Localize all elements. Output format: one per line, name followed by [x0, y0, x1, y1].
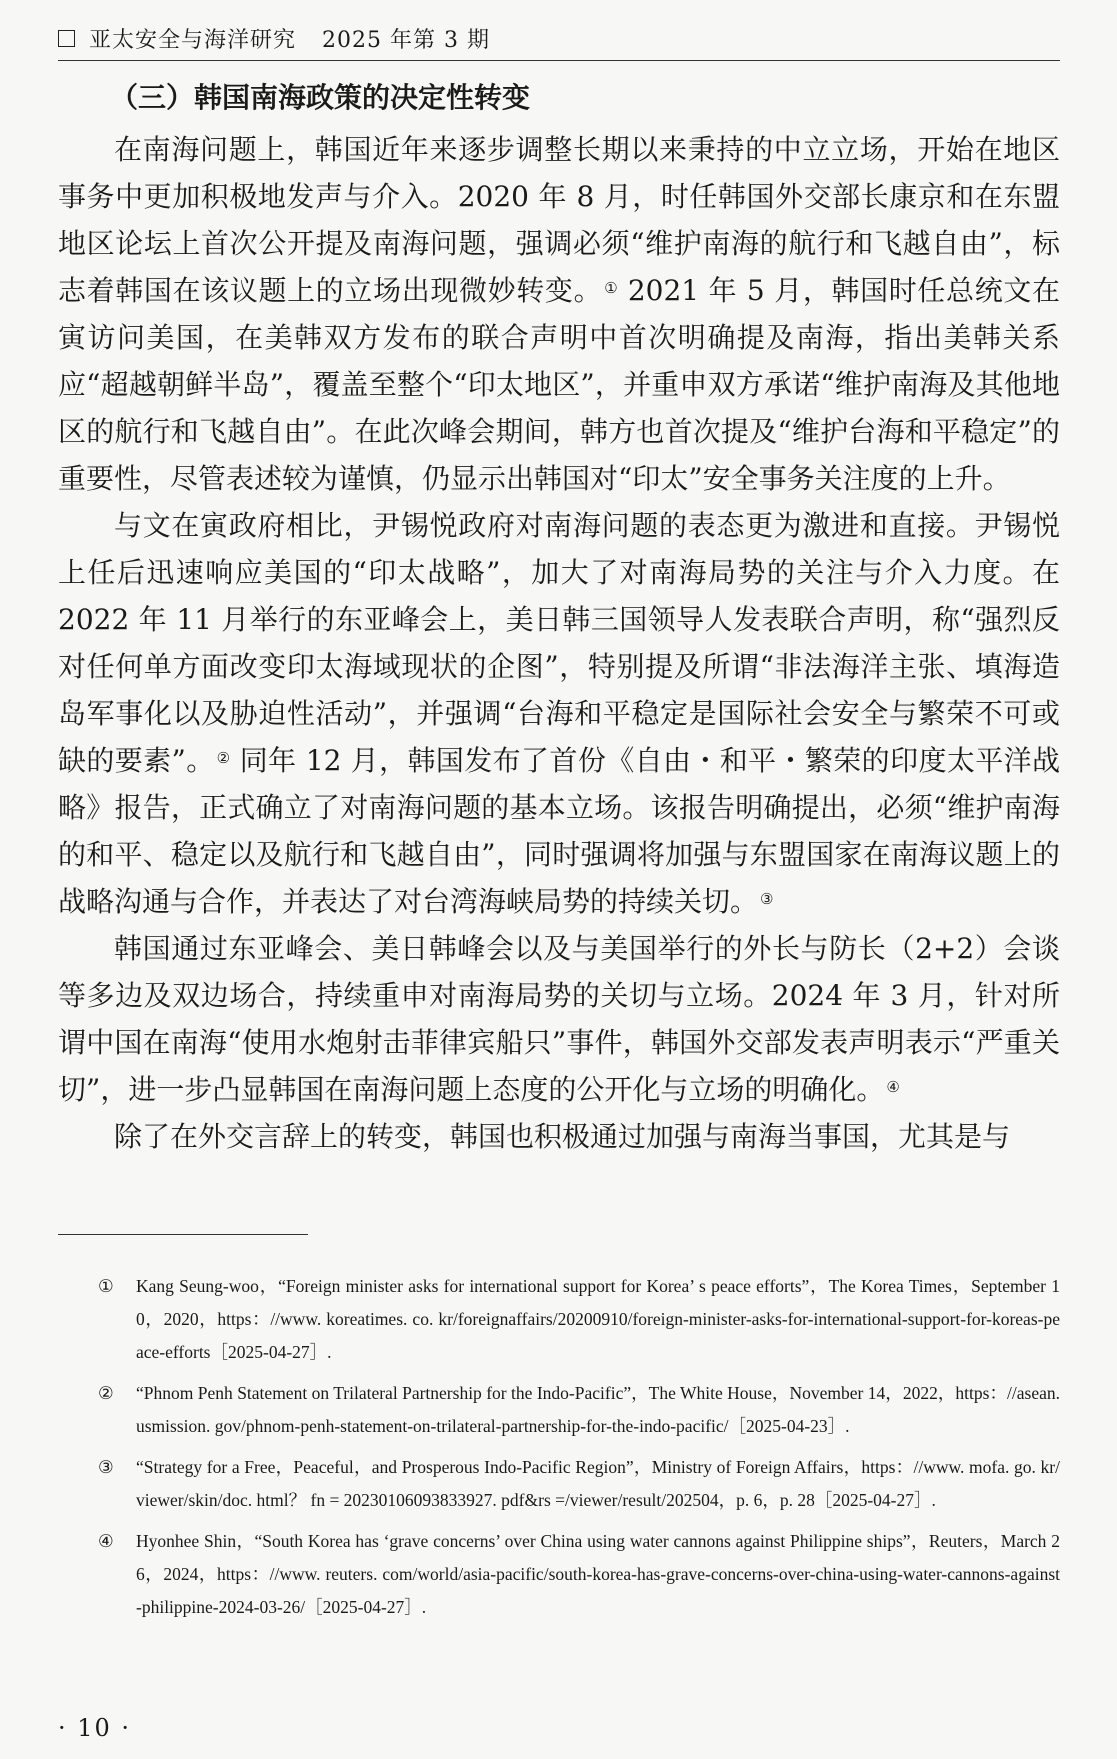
paragraph-text: 同年 12 月，韩国发布了首份《自由・和平・繁荣的印度太平洋战略》报告，正式确立了对南海问题的基本立场。该报告明确提出，必须“维护南海的和平、稳定以及航行和飞越自由”，同时强调将加强与东盟国家在南海议题上的战略沟通与合作，并表达了对台湾海峡局势的持续关切。 — [58, 744, 1060, 918]
footnote-mark: ② — [98, 1383, 114, 1403]
square-icon — [58, 30, 75, 47]
footnote-mark: ③ — [98, 1457, 114, 1477]
footnote-3 — [58, 1451, 1060, 1517]
footnote-2 — [58, 1377, 1060, 1443]
journal-title: 亚太安全与海洋研究 — [89, 27, 297, 53]
footnote-1 — [58, 1270, 1060, 1369]
paragraph-text: 与文在寅政府相比，尹锡悦政府对南海问题的表态更为激进和直接。尹锡悦上任后迅速响应美国的“印太战略”，加大了对南海局势的关注与介入力度。在 2022 年 11 月举行的东亚峰会上，美日韩三国领导人发表联合声明，称“强烈反对任何单方面改变印太海域现状的企图”，特别提及所谓“非法海洋主张、填海造岛军事化以及胁迫性活动”，并强调“台海和平稳定是国际社会安全与繁荣不可或缺的要素”。 — [58, 509, 1060, 777]
footnote-ref-3[interactable]: ③ — [760, 890, 774, 908]
footnotes — [58, 1270, 1060, 1632]
footnote-divider — [58, 1234, 308, 1235]
footnote-mark: ④ — [98, 1531, 114, 1551]
footnote-ref-4[interactable]: ④ — [886, 1078, 900, 1096]
paragraph-1 — [58, 126, 1060, 502]
footnote-text: Kang Seung-woo，“Foreign minister asks for international support for Korea’ s peace efforts”，The Korea Times，September 10，2020，https：//www. koreatimes. co. kr/foreignaffairs/20200910/foreign-minister-asks-for-international-support-for-koreas-peace-efforts［2025-04-27］. — [136, 1276, 1060, 1362]
paragraph-3 — [58, 925, 1060, 1113]
footnote-text: “Strategy for a Free，Peaceful，and Prosperous Indo-Pacific Region”，Ministry of Foreign Affairs，https：//www. mofa. go. kr/viewer/skin/doc. html？ fn = 20230106093833927. pdf&rs =/viewer/result/202504，p. 6，p. 28［2025-04-27］. — [136, 1457, 1060, 1510]
paragraph-text: 在南海问题上，韩国近年来逐步调整长期以来秉持的中立立场，开始在地区事务中更加积极地发声与介入。2020 年 8 月，时任韩国外交部长康京和在东盟地区论坛上首次公开提及南海问题，强调必须“维护南海的航行和飞越自由”，标志着韩国在该议题上的立场出现微妙转变。 — [58, 133, 1060, 307]
footnote-mark: ① — [98, 1276, 114, 1296]
footnote-4 — [58, 1525, 1060, 1624]
paragraph-text: 2021 年 5 月，韩国时任总统文在寅访问美国，在美韩双方发布的联合声明中首次明确提及南海，指出美韩关系应“超越朝鲜半岛”，覆盖至整个“印太地区”，并重申双方承诺“维护南海及其他地区的航行和飞越自由”。在此次峰会期间，韩方也首次提及“维护台海和平稳定”的重要性，尽管表述较为谨慎，仍显示出韩国对“印太”安全事务关注度的上升。 — [58, 274, 1060, 495]
issue-label: 2025 年第 3 期 — [322, 27, 490, 53]
paragraph-4 — [58, 1113, 1060, 1160]
footnote-ref-2[interactable]: ② — [216, 749, 231, 767]
section-title: （三）韩国南海政策的决定性转变 — [110, 81, 531, 114]
footnote-text: “Phnom Penh Statement on Trilateral Partnership for the Indo-Pacific”，The White House，November 14，2022，https：//asean. usmission. gov/phnom-penh-statement-on-trilateral-partnership-for-the-indo-pacific/［2025-04-23］. — [136, 1383, 1060, 1436]
page-number: · 10 · — [58, 1714, 132, 1742]
footnote-ref-1[interactable]: ① — [604, 279, 619, 297]
paragraph-text: 除了在外交言辞上的转变，韩国也积极通过加强与南海当事国，尤其是与 — [114, 1120, 1011, 1153]
footnote-text: Hyonhee Shin，“South Korea has ‘grave concerns’ over China using water cannons against Philippine ships”，Reuters，March 26，2024，https：//www. reuters. com/world/asia-pacific/south-korea-has-grave-concerns-over-china-using-water-cannons-against-philippine-2024-03-26/［2025-04-27］. — [136, 1531, 1060, 1617]
body-text — [58, 74, 1060, 1160]
paragraph-2 — [58, 502, 1060, 925]
paragraph-text: 韩国通过东亚峰会、美日韩峰会以及与美国举行的外长与防长（2+2）会谈等多边及双边场合，持续重申对南海局势的关切与立场。2024 年 3 月，针对所谓中国在南海“使用水炮射击菲律宾船只”事件，韩国外交部发表声明表示“严重关切”，进一步凸显韩国在南海问题上态度的公开化与立场的明确化。 — [58, 932, 1060, 1106]
running-header — [58, 16, 1060, 61]
